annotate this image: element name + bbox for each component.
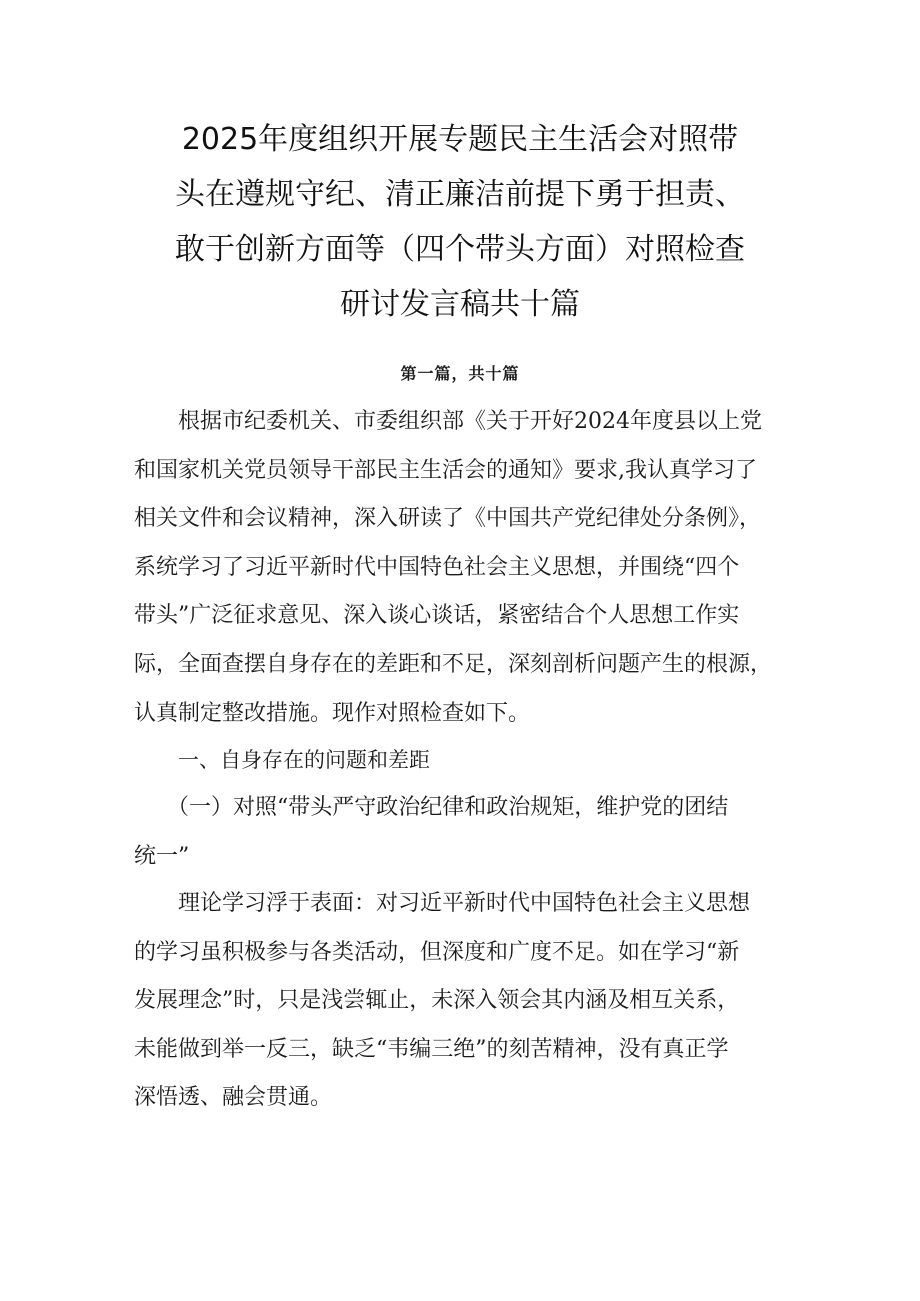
text-line: （一）对照“带头严守政治纪律和政治规矩，维护党的团结 xyxy=(134,795,729,820)
text-line: 认真制定整改措施。现作对照检查如下。 xyxy=(134,700,531,726)
text-line: 系统学习了习近平新时代中国特色社会主义思想，并围绕“四个 xyxy=(134,554,740,580)
subheading-paragraph xyxy=(134,784,794,881)
text-line: 带头”广泛征求意见、深入谈心谈话，紧密结合个人思想工作实 xyxy=(134,603,740,629)
text-line: 理论学习浮于表面：对习近平新时代中国特色社会主义思想 xyxy=(134,891,751,916)
text-line: 深悟透、融会贯通。 xyxy=(134,1085,333,1111)
text-line: 未能做到举一反三，缺乏“韦编三绝”的刻苦精神，没有真正学 xyxy=(134,1036,729,1062)
text-line: 发展理念”时，只是浅尝辄止，未深入领会其内涵及相互关系， xyxy=(134,988,740,1014)
title-line: 敢于创新方面等（四个带头方面）对照检查 xyxy=(175,232,745,267)
text-line: 根据市纪委机关、市委组织部《关于开好2024年度县以上党 xyxy=(134,409,762,434)
title-line: 研讨发言稿共十篇 xyxy=(340,287,580,322)
body-paragraph xyxy=(134,880,794,1123)
text-line: 统一” xyxy=(134,843,190,869)
text-line: 的学习虽积极参与各类活动，但深度和广度不足。如在学习“新 xyxy=(134,939,740,965)
intro-paragraph xyxy=(134,398,794,738)
section-heading: 一、自身存在的问题和差距 xyxy=(178,748,430,772)
document-title xyxy=(130,112,790,332)
title-line: 头在遵规守纪、清正廉洁前提下勇于担责、 xyxy=(175,177,745,212)
text-line: 际，全面查摆自身存在的差距和不足，深刻剖析问题产生的根源， xyxy=(134,651,773,677)
section-label: 第一篇，共十篇 xyxy=(400,364,520,383)
title-line: 2025年度组织开展专题民主生活会对照带 xyxy=(181,122,739,157)
text-line: 相关文件和会议精神，深入研读了《中国共产党纪律处分条例》， xyxy=(134,506,762,532)
text-line: 和国家机关党员领导干部民主生活会的通知》要求,我认真学习了 xyxy=(134,457,757,483)
